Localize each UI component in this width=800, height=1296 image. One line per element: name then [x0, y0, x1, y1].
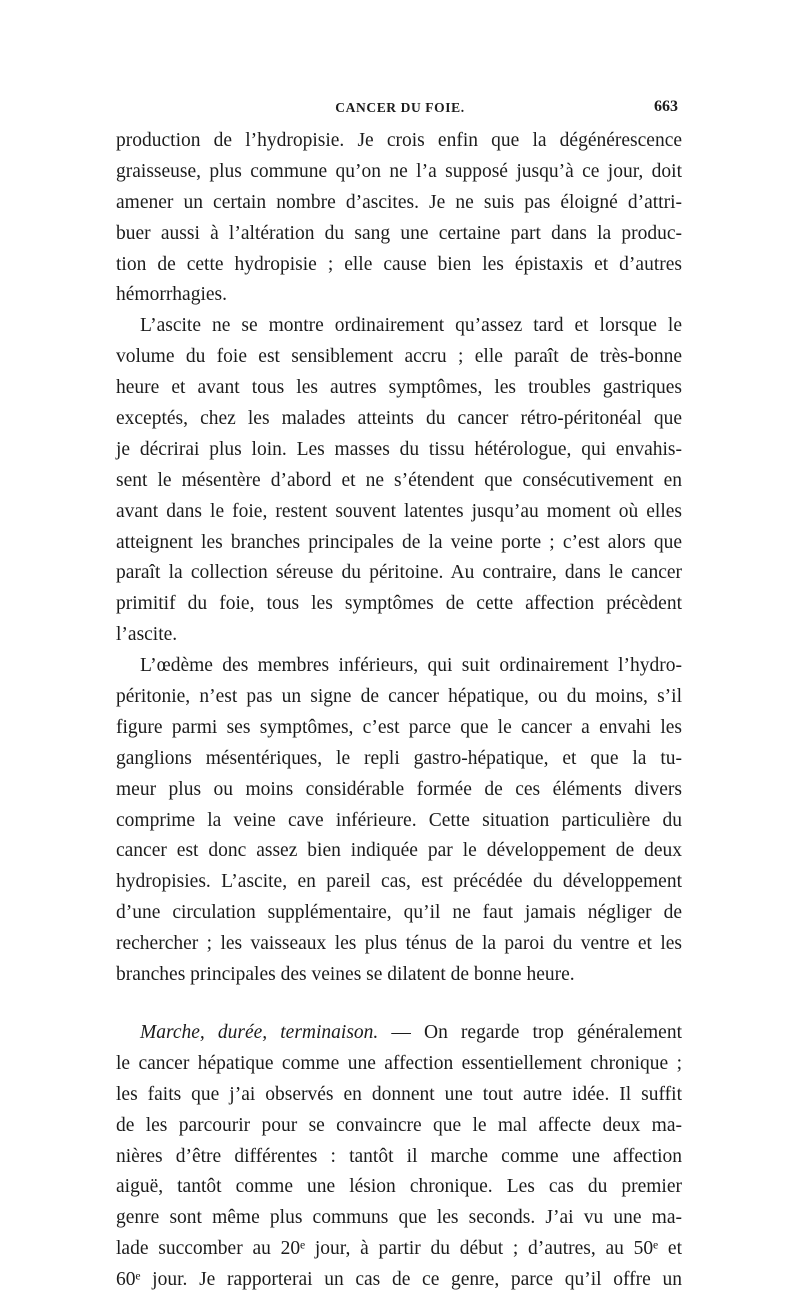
text-line: meur plus ou moins considérable formée de ces éléments divers: [116, 778, 682, 800]
text-line: branches principales des veines se dilatent de bonne heure.: [116, 964, 575, 986]
text-line: L’œdème des membres inférieurs, qui suit ordinairement l’hydro-: [140, 655, 682, 677]
text-line: nières d’être différentes : tantôt il marche comme une affection: [116, 1145, 682, 1167]
text-line: le cancer hépatique comme une affection essentiellement chronique ;: [116, 1052, 682, 1074]
text-line: production de l’hydropisie. Je crois enfin que la dégénérescence: [116, 130, 682, 151]
text-line: lade succomber au 20ᵉ jour, à partir du début ; d’autres, au 50ᵉ et: [116, 1238, 682, 1260]
text-line: les faits que j’ai observés en donnent une tout autre idée. Il suffit: [116, 1083, 682, 1105]
section-marche-duree-terminaison: [116, 1018, 682, 1296]
em-dash: —: [378, 1021, 424, 1043]
page-body: [116, 126, 682, 1296]
text-line: péritonie, n’est pas un signe de cancer hépatique, ou du moins, s’il: [116, 686, 682, 708]
text-line: de les parcourir pour se convaincre que le mal affecte deux ma-: [116, 1114, 682, 1136]
section-first-line-text: On regarde trop généralement: [424, 1021, 682, 1043]
text-line: hydropisies. L’ascite, en pareil cas, est précédée du développement: [116, 871, 682, 893]
section-gap: [116, 991, 682, 1018]
text-line: graisseuse, plus commune qu’on ne l’a supposé jusqu’à ce jour, doit: [116, 160, 682, 182]
text-line: cancer est donc assez bien indiquée par le développement de deux: [116, 840, 682, 862]
text-line: volume du foie est sensiblement accru ; elle paraît de très-bonne: [116, 346, 682, 368]
text-line: L’ascite ne se montre ordinairement qu’assez tard et lorsque le: [140, 315, 682, 337]
paragraph-2: [116, 311, 682, 651]
text-line: buer aussi à l’altération du sang une certaine part dans la produc-: [116, 222, 682, 244]
text-line: ganglions mésentériques, le repli gastro-hépatique, et que la tu-: [116, 747, 682, 769]
text-line: l’ascite.: [116, 624, 178, 646]
text-line: genre sont même plus communs que les seconds. J’ai vu une ma-: [116, 1207, 682, 1229]
paragraph-1: [116, 126, 682, 311]
text-line: comprime la veine cave inférieure. Cette situation particulière du: [116, 809, 682, 831]
section-first-line: [116, 1018, 682, 1049]
text-line: primitif du foie, tous les symptômes de cette affection précèdent: [116, 593, 682, 615]
page-number: 663: [654, 98, 678, 115]
text-line: heure et avant tous les autres symptômes, les troubles gastriques: [116, 377, 682, 399]
text-line: aiguë, tantôt comme une lésion chronique. Les cas du premier: [116, 1176, 682, 1198]
text-line: exceptés, chez les malades atteints du cancer rétro-péritonéal que: [116, 408, 682, 430]
text-line: amener un certain nombre d’ascites. Je ne suis pas éloigné d’attri-: [116, 191, 682, 213]
running-title: CANCER DU FOIE.: [335, 100, 465, 115]
paragraph-3: [116, 651, 682, 991]
text-line: rechercher ; les vaisseaux les plus ténus de la paroi du ventre et les: [116, 933, 682, 955]
text-line: figure parmi ses symptômes, c’est parce que le cancer a envahi les: [116, 716, 682, 738]
text-line: 60ᵉ jour. Je rapporterai un cas de ce genre, parce qu’il offre un: [116, 1269, 682, 1291]
text-line: je décrirai plus loin. Les masses du tissu hétérologue, qui envahis-: [116, 438, 682, 460]
text-line: paraît la collection séreuse du péritoine. Au contraire, dans le cancer: [116, 562, 682, 584]
page-header: [0, 100, 800, 124]
text-line: atteignent les branches principales de la veine porte ; c’est alors que: [116, 531, 682, 553]
section-heading: Marche, durée, terminaison.: [140, 1021, 379, 1043]
text-line: hémorrhagies.: [116, 284, 228, 306]
text-line: sent le mésentère d’abord et ne s’étendent que consécutivement en: [116, 469, 682, 491]
text-line: avant dans le foie, restent souvent latentes jusqu’au moment où elles: [116, 500, 682, 522]
text-line: d’une circulation supplémentaire, qu’il ne faut jamais négliger de: [116, 902, 682, 924]
text-line: tion de cette hydropisie ; elle cause bien les épistaxis et d’autres: [116, 253, 682, 275]
